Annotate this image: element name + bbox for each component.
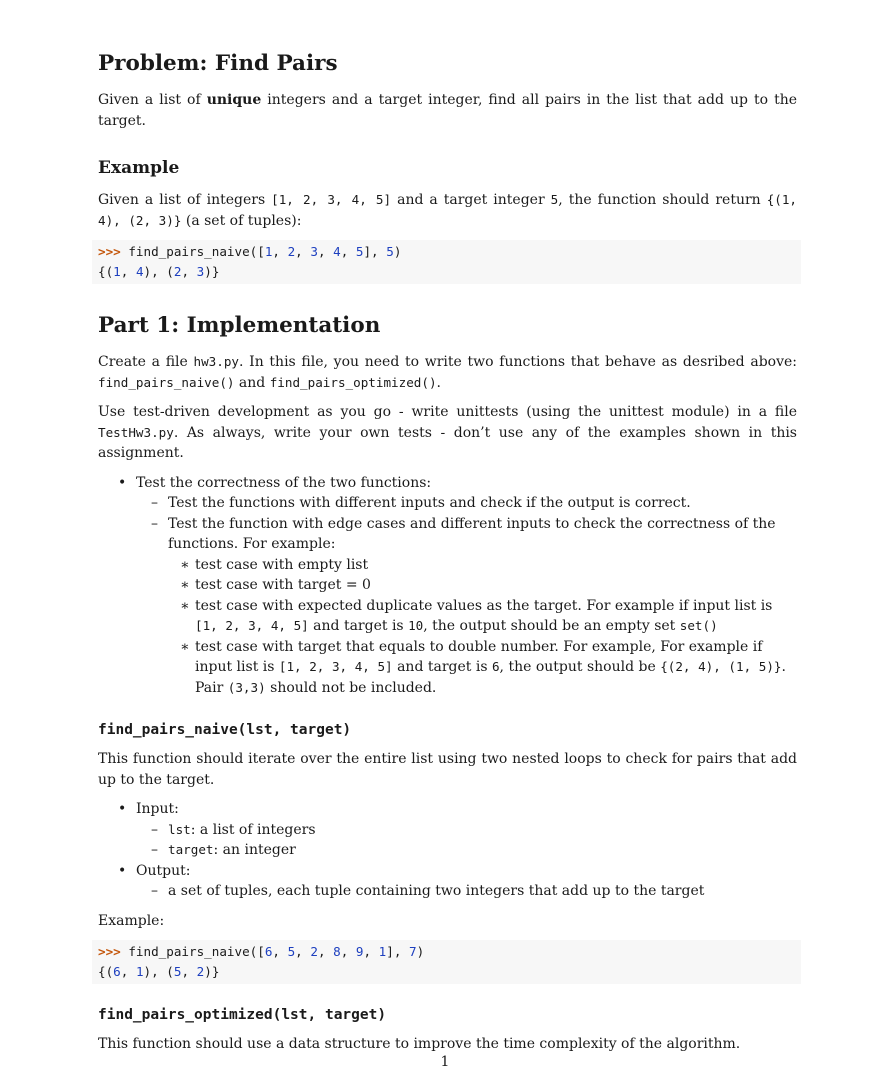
- star-icon: ∗: [180, 638, 190, 655]
- naive-io-list: [118, 799, 797, 902]
- list-item: ∗ test case with target that equals to double number. For example, For example if input list is [1, 2, 3, 4, 5] and target is 6, the output should be {(2, 4), (1, 5)}. Pair (3,3) should not be included.: [180, 638, 786, 696]
- naive-function-heading: find_pairs_naive(lst, target): [98, 722, 352, 738]
- part1-title: Part 1: Implementation: [98, 313, 381, 338]
- list-item: – a set of tuples, each tuple containing two integers that add up to the target: [168, 881, 797, 902]
- code-number: 5: [173, 964, 182, 979]
- code-number: 2: [196, 964, 205, 979]
- code-number: 2: [173, 264, 182, 279]
- page-number: 1: [440, 1054, 450, 1070]
- code-number: 2: [287, 244, 296, 259]
- code-number: 6: [113, 964, 121, 979]
- part1-paragraph-2: Use test-driven development as you go - write unittests (using the unittest module) in a file TestHw3.py. As always, write your own tests - don’t use any of the examples shown in this assignment.: [98, 404, 797, 461]
- dash-icon: –: [151, 495, 158, 511]
- part1-paragraph-1: Create a file hw3.py. In this file, you need to write two functions that behave as desribed above: find_pairs_naive() and find_pairs_optimized().: [98, 354, 797, 391]
- example-code-call: find_pairs_naive([1, 2, 3, 4, 5], 5): [120, 244, 402, 259]
- naive-code-call: find_pairs_naive([6, 5, 2, 8, 9, 1], 7): [120, 944, 425, 959]
- naive-code-block: >>> find_pairs_naive([6, 5, 2, 8, 9, 1], 7) {(6, 1), (5, 2)}: [92, 940, 801, 984]
- code-number: 3: [310, 244, 318, 259]
- problem-intro: Given a list of unique integers and a target integer, find all pairs in the list that add up to the target.: [98, 92, 797, 129]
- output-sublist: [151, 881, 797, 902]
- test-requirements-list: [118, 473, 797, 699]
- code-number: 4: [135, 264, 144, 279]
- test-case-list: [180, 555, 797, 699]
- naive-example-label: Example:: [98, 912, 165, 929]
- code-number: 1: [113, 264, 121, 279]
- list-item: – Test the function with edge cases and different inputs to check the correctness of the functions. For example: ∗ test case with empty list ∗ test case with target = 0 ∗ test case with expected duplicate values as the target. For example if input list is [1, 2, 3, 4, 5] and target is 10, the output should be an empty set set() ∗ test case with target that equals to double number. For example, For example if input list is [1, 2, 3, 4, 5] and target is 6, the output should be {(2, 4), (1, 5)}. Pair (3,3) should not be included.: [168, 514, 797, 699]
- naive-code-result: {(6, 1), (5, 2)}: [98, 964, 220, 979]
- list-item: – Test the functions with different inputs and check if the output is correct.: [168, 493, 797, 514]
- list-item: • Test the correctness of the two functions: – Test the functions with different inputs and check if the output is correct. – Test the function with edge cases and different inputs to check the correctness of the functions. For example: ∗ test case with empty list ∗ test case with target = 0 ∗ test case with expected duplicate values as the target. For example if input list is [1, 2, 3, 4, 5] and target is 10, the output should be an empty set set() ∗ test case with target that equals to double number. For example, For example if input list is [1, 2, 3, 4, 5] and target is 6, the output should be {(2, 4), (1, 5)}. Pair (3,3) should not be included.: [136, 473, 797, 699]
- code-number: 1: [135, 964, 144, 979]
- document-page: [98, 50, 797, 1064]
- optimized-function-heading: find_pairs_optimized(lst, target): [98, 1007, 387, 1023]
- example-code-block: >>> find_pairs_naive([1, 2, 3, 4, 5], 5) {(1, 4), (2, 3)}: [92, 240, 801, 284]
- naive-description: This function should iterate over the entire list using two nested loops to check for pairs that add up to the target.: [98, 751, 797, 788]
- bullet-icon: •: [118, 862, 127, 879]
- example-heading: Example: [98, 158, 180, 178]
- list-item: • Input: – lst: a list of integers – target: an integer: [136, 799, 797, 861]
- code-number: 1: [378, 944, 387, 959]
- list-item: • Output: – a set of tuples, each tuple containing two integers that add up to the target: [136, 861, 797, 902]
- optimized-description: This function should use a data structure to improve the time complexity of the algorithm.: [98, 1036, 741, 1052]
- bullet-icon: •: [118, 474, 127, 491]
- star-icon: ∗: [180, 556, 190, 573]
- example-description: Given a list of integers [1, 2, 3, 4, 5] and a target integer 5, the function should return {(1, 4), (2, 3)} (a set of tuples):: [98, 192, 798, 229]
- code-number: 7: [408, 944, 417, 959]
- code-number: 5: [355, 244, 364, 259]
- code-number: 8: [333, 944, 341, 959]
- code-number: 1: [264, 244, 273, 259]
- code-number: 5: [287, 944, 296, 959]
- bullet-icon: •: [118, 801, 127, 817]
- list-item: – target: an integer: [168, 840, 797, 861]
- code-number: 9: [355, 944, 364, 959]
- list-item: ∗ test case with target = 0: [195, 575, 797, 596]
- code-number: 5: [386, 244, 394, 259]
- code-number: 2: [310, 944, 318, 959]
- list-item: – lst: a list of integers: [168, 820, 797, 841]
- example-code-result: {(1, 4), (2, 3)}: [98, 264, 220, 279]
- dash-icon: –: [151, 842, 158, 858]
- problem-title: Problem: Find Pairs: [98, 51, 338, 76]
- list-item: ∗ test case with empty list: [195, 555, 797, 576]
- code-number: 4: [333, 244, 341, 259]
- list-item: ∗ test case with expected duplicate values as the target. For example if input list is [1, 2, 3, 4, 5] and target is 10, the output should be an empty set set(): [180, 597, 773, 634]
- code-number: 6: [264, 944, 273, 959]
- dash-icon: –: [151, 821, 158, 838]
- test-sublist: [151, 493, 797, 698]
- dash-icon: –: [151, 883, 158, 899]
- star-icon: ∗: [180, 577, 190, 593]
- star-icon: ∗: [180, 597, 190, 614]
- dash-icon: –: [151, 515, 158, 532]
- code-number: 3: [196, 264, 205, 279]
